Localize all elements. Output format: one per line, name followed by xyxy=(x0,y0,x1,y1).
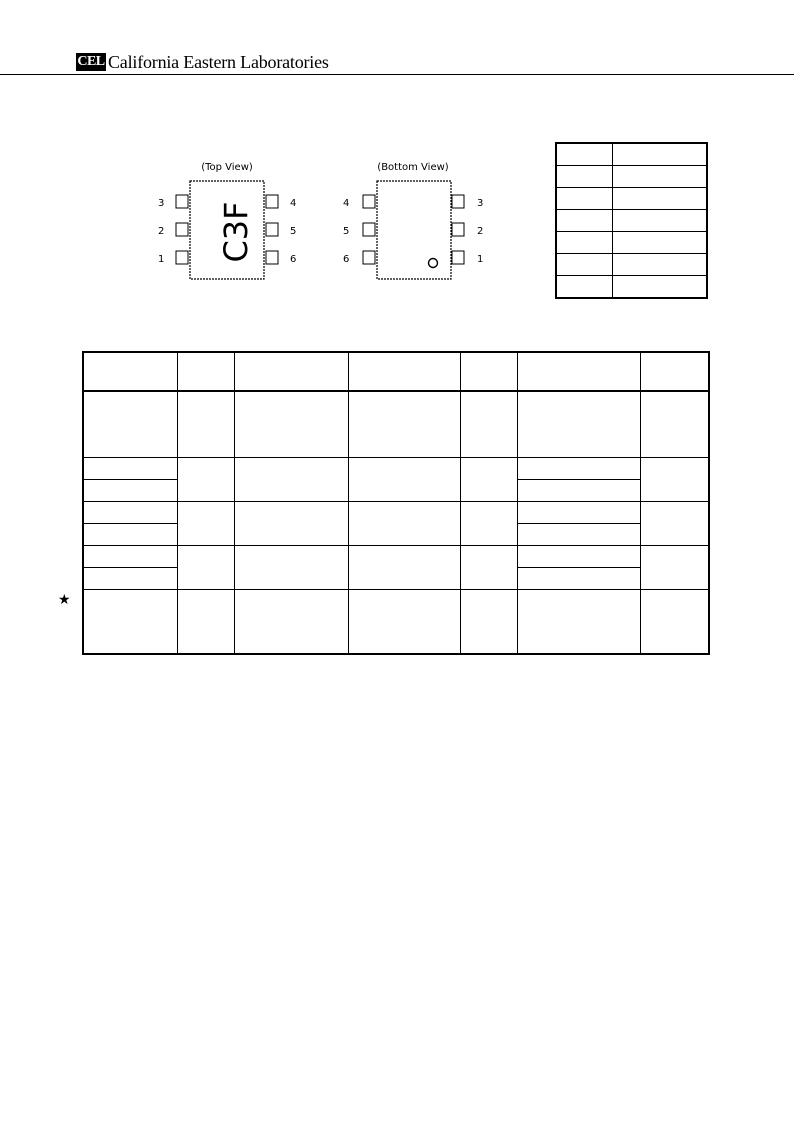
table-row xyxy=(83,545,709,567)
table-row xyxy=(556,188,707,210)
top-right-pads xyxy=(266,195,278,264)
revision-star-mark: ★ xyxy=(58,591,71,607)
pin-label: 1 xyxy=(477,254,484,265)
pin-label: 3 xyxy=(158,198,165,209)
table-row xyxy=(83,589,709,654)
company-name: California Eastern Laboratories xyxy=(108,52,329,72)
pin-label: 3 xyxy=(477,198,484,209)
page-header xyxy=(0,0,794,76)
top-view-label: (Top View) xyxy=(201,162,253,173)
pin-label: 4 xyxy=(343,198,350,209)
pin1-index-mark xyxy=(429,259,438,268)
header-rule xyxy=(0,74,794,75)
bottom-view-label: (Bottom View) xyxy=(377,162,449,173)
table-row xyxy=(83,457,709,479)
pin-label: 1 xyxy=(158,254,165,265)
device-marking: C3F xyxy=(217,201,255,263)
table-row xyxy=(556,143,707,166)
bottom-right-pads xyxy=(452,195,464,264)
pin-label: 2 xyxy=(158,226,165,237)
table-row xyxy=(556,209,707,231)
table-header-row xyxy=(83,352,709,391)
cel-logo: CEL xyxy=(77,54,105,69)
pin-label: 6 xyxy=(343,254,350,265)
table-row xyxy=(556,253,707,275)
pin-label: 5 xyxy=(343,226,350,237)
pin-label: 4 xyxy=(290,198,297,209)
table-row xyxy=(83,501,709,523)
table-row xyxy=(556,166,707,188)
pin-label: 6 xyxy=(290,254,297,265)
pin-label: 2 xyxy=(477,226,484,237)
pin-label: 5 xyxy=(290,226,297,237)
bottom-left-pads xyxy=(363,195,375,264)
top-left-pads xyxy=(176,195,188,264)
pin-connection-table xyxy=(555,142,708,299)
table-row xyxy=(556,275,707,298)
table-row xyxy=(556,231,707,253)
table-row xyxy=(83,391,709,457)
bottom-view-body xyxy=(377,181,451,279)
ordering-information-table xyxy=(82,351,710,655)
package-outline-diagram xyxy=(140,150,500,285)
